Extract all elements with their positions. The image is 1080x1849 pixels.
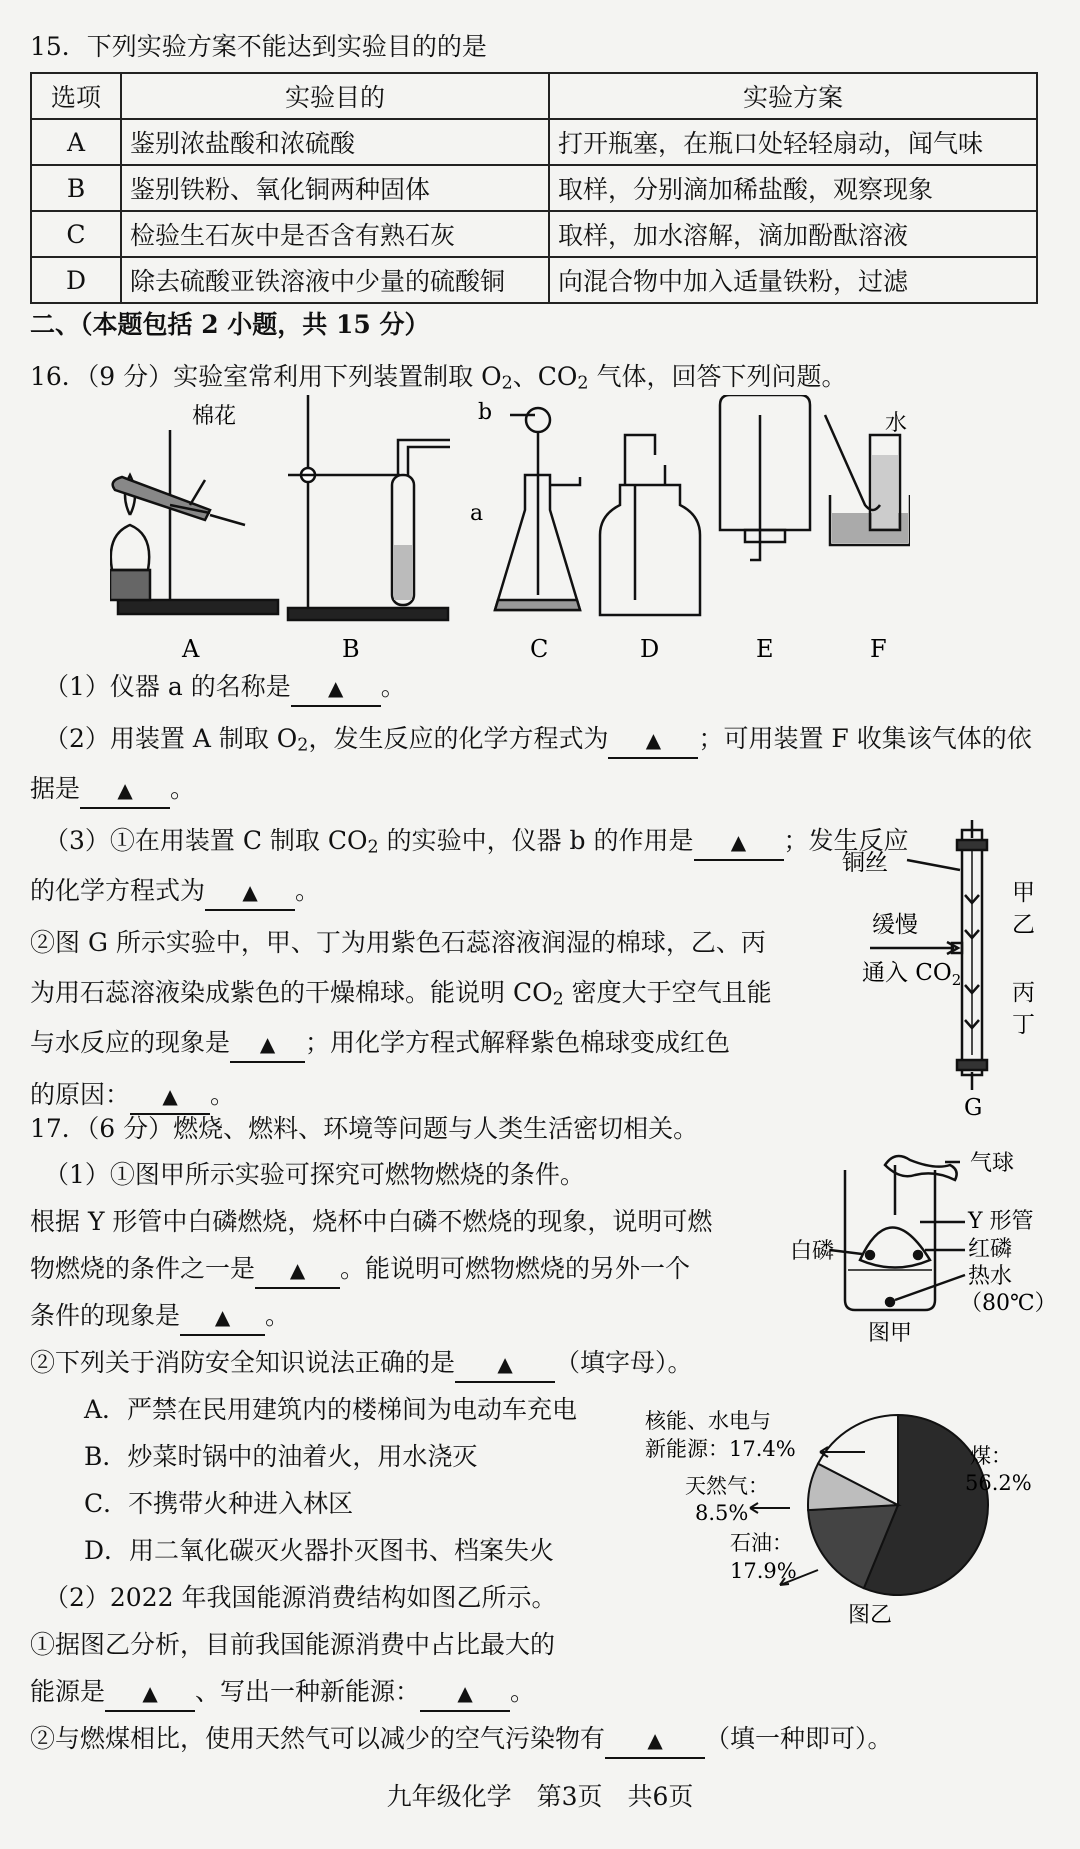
label-pass-co2: 通入 $CO_2$ <box>862 960 962 989</box>
q16-part4-line2: 为用石蕊溶液染成紫色的干燥棉球。能说明 $CO_2$ 密度大于空气且能 <box>30 978 772 1010</box>
label-red-phosphorus: 红磷 <box>968 1237 1013 1262</box>
apparatus-b-base <box>288 608 448 620</box>
white-phosphorus-in-tube <box>866 1251 874 1259</box>
q16-part4-line3: 与水反应的现象是 ▲ ；用化学方程式解释紫色棉球变成红色 <box>30 1026 730 1063</box>
apparatus-a-block <box>110 570 150 600</box>
table-cell: 除去硫酸亚铁溶液中少量的硫酸铜 <box>121 257 549 303</box>
table-header-row <box>31 73 1037 119</box>
pie-value-gas: 8.5% <box>695 1501 749 1525</box>
q17-part1-line2: 根据 Y 形管中白磷燃烧，烧杯中白磷不燃烧的现象，说明可燃 <box>30 1207 713 1236</box>
label-ding: 丁 <box>1012 1012 1035 1038</box>
q16-part2-cont: 据是 ▲ 。 <box>30 772 195 809</box>
table-header: 选项 <box>31 73 121 119</box>
label-temperature: （80℃） <box>960 1291 1057 1316</box>
table-header: 实验方案 <box>549 73 1037 119</box>
table-row <box>31 119 1037 165</box>
label-water: 水 <box>885 411 908 436</box>
section-heading: 二、（本题包括 2 小题，共 15 分） <box>30 310 430 339</box>
label-b: b <box>478 400 493 425</box>
table-cell: 鉴别铁粉、氧化铜两种固体 <box>121 165 549 211</box>
pie-label-oil: 石油： <box>730 1531 793 1555</box>
table-row <box>31 211 1037 257</box>
q15-table <box>30 72 1038 304</box>
table-cell: B <box>31 165 121 211</box>
label-slow: 缓慢 <box>872 912 918 938</box>
figure-jia-beaker <box>845 1170 935 1310</box>
apparatus-d-bottle <box>600 485 700 615</box>
q17-stem: 17．（6 分）燃烧、燃料、环境等问题与人类生活密切相关。 <box>30 1114 699 1143</box>
q17-option-d: D．用二氧化碳灭火器扑灭图书、档案失火 <box>84 1536 555 1565</box>
apparatus-label-c: C <box>530 635 549 663</box>
apparatus-label-d: D <box>640 635 660 663</box>
table-header: 实验目的 <box>121 73 549 119</box>
apparatus-b-delivery-tube <box>398 440 450 475</box>
figure-g <box>832 820 1057 1120</box>
q17-part2-line1: ①据图乙分析，目前我国能源消费中占比最大的 <box>30 1630 556 1659</box>
apparatus-e-bottle <box>720 395 810 530</box>
figure-yi-pie-chart <box>640 1400 1060 1630</box>
q17-part1: （1）①图甲所示实验可探究可燃物燃烧的条件。 <box>44 1160 585 1189</box>
apparatus-label-a: A <box>182 635 200 663</box>
apparatus-figure <box>110 395 910 665</box>
q16-part3: （3）①在用装置 C 制取 $CO_2$ 的实验中，仪器 b 的作用是 ▲ ；发生反应 <box>44 824 909 865</box>
apparatus-a-tube <box>113 477 210 520</box>
figure-jia <box>790 1150 1060 1350</box>
q16-part4-line1: ②图 G 所示实验中，甲、丁为用紫色石蕊溶液润湿的棉球，乙、丙 <box>30 928 766 957</box>
label-yi: 乙 <box>1012 912 1035 938</box>
apparatus-f-tube <box>825 415 880 510</box>
page-footer: 九年级化学 第3页 共6页 <box>386 1782 694 1811</box>
apparatus-c-funnel <box>526 408 550 432</box>
q17-part1-line3: 物燃烧的条件之一是 ▲ 。能说明可燃物燃烧的另外一个 <box>30 1252 690 1289</box>
table-row <box>31 257 1037 303</box>
table-cell: 取样，分别滴加稀盐酸，观察现象 <box>549 165 1037 211</box>
table-row <box>31 165 1037 211</box>
figure-jia-y-tube <box>860 1228 930 1268</box>
q17-part1-line4: 条件的现象是 ▲ 。 <box>30 1299 290 1336</box>
table-cell: A <box>31 119 121 165</box>
label-balloon: 气球 <box>970 1151 1015 1176</box>
q16-stem: 16．（9 分）实验室常利用下列装置制取 $O_2$、$CO_2$ 气体，回答下列问题。 <box>30 362 847 394</box>
apparatus-label-f: F <box>870 635 887 663</box>
q17-option-c: C．不携带火种进入林区 <box>84 1489 354 1518</box>
apparatus-label-e: E <box>756 635 774 663</box>
label-copper-wire: 铜丝 <box>842 850 888 876</box>
table-cell: C <box>31 211 121 257</box>
table-cell: 取样，加水溶解，滴加酚酞溶液 <box>549 211 1037 257</box>
q16-part2: （2）用装置 A 制取 $O_2$，发生反应的化学方程式为 ▲ ；可用装置 F 收集该气体的依 <box>44 722 1032 763</box>
q16-part4-line4: 的原因： ▲ 。 <box>30 1078 235 1115</box>
q17-option-b: B．炒菜时锅中的油着火，用水浇灭 <box>84 1442 478 1471</box>
q17-part1-q2: ②下列关于消防安全知识说法正确的是 ▲ （填字母）。 <box>30 1346 693 1383</box>
pie-label-new-energy: 新能源：17.4% <box>645 1437 796 1461</box>
q15-title: 15．下列实验方案不能达到实验目的的是 <box>30 32 487 61</box>
white-phosphorus-in-water <box>886 1298 894 1306</box>
figure-jia-name: 图甲 <box>868 1321 913 1346</box>
table-cell: 打开瓶塞，在瓶口处轻轻扇动，闻气味 <box>549 119 1037 165</box>
label-cotton: 棉花 <box>192 404 237 429</box>
label-bing: 丙 <box>1012 980 1035 1006</box>
label-jia: 甲 <box>1012 880 1035 906</box>
label-a: a <box>470 501 484 526</box>
label-hot-water: 热水 <box>968 1264 1013 1289</box>
apparatus-a-outlet <box>210 515 245 525</box>
figure-g-name: G <box>964 1095 983 1120</box>
q17-part2-line2: 能源是 ▲ 、写出一种新能源： ▲ 。 <box>30 1675 535 1712</box>
pie-value-oil: 17.9% <box>730 1559 797 1583</box>
apparatus-a-base <box>118 600 278 614</box>
pie-label-nuclear: 核能、水电与 <box>645 1409 771 1433</box>
q16-part1: （1）仪器 a 的名称是 ▲ 。 <box>44 670 406 707</box>
apparatus-a-lamp <box>111 525 149 570</box>
q17-part2: （2）2022 年我国能源消费结构如图乙所示。 <box>44 1583 557 1612</box>
pie-value-coal: 56.2% <box>965 1471 1032 1495</box>
q17-option-a: A．严禁在民用建筑内的楼梯间为电动车充电 <box>84 1395 578 1424</box>
pie-label-coal: 煤： <box>970 1444 1012 1468</box>
red-phosphorus <box>914 1251 922 1259</box>
table-cell: 鉴别浓盐酸和浓硫酸 <box>121 119 549 165</box>
q17-part2-line3: ②与燃煤相比，使用天然气可以减少的空气污染物有 ▲ （填一种即可）。 <box>30 1722 893 1759</box>
label-white-phosphorus: 白磷 <box>790 1239 835 1264</box>
table-cell: D <box>31 257 121 303</box>
label-y-tube: Y 形管 <box>968 1209 1034 1234</box>
table-cell: 向混合物中加入适量铁粉，过滤 <box>549 257 1037 303</box>
pie-label-gas: 天然气： <box>685 1474 769 1498</box>
q16-part3-cont: 的化学方程式为 ▲ 。 <box>30 874 320 911</box>
figure-yi-name: 图乙 <box>848 1603 893 1628</box>
apparatus-label-b: B <box>342 635 360 663</box>
table-cell: 检验生石灰中是否含有熟石灰 <box>121 211 549 257</box>
